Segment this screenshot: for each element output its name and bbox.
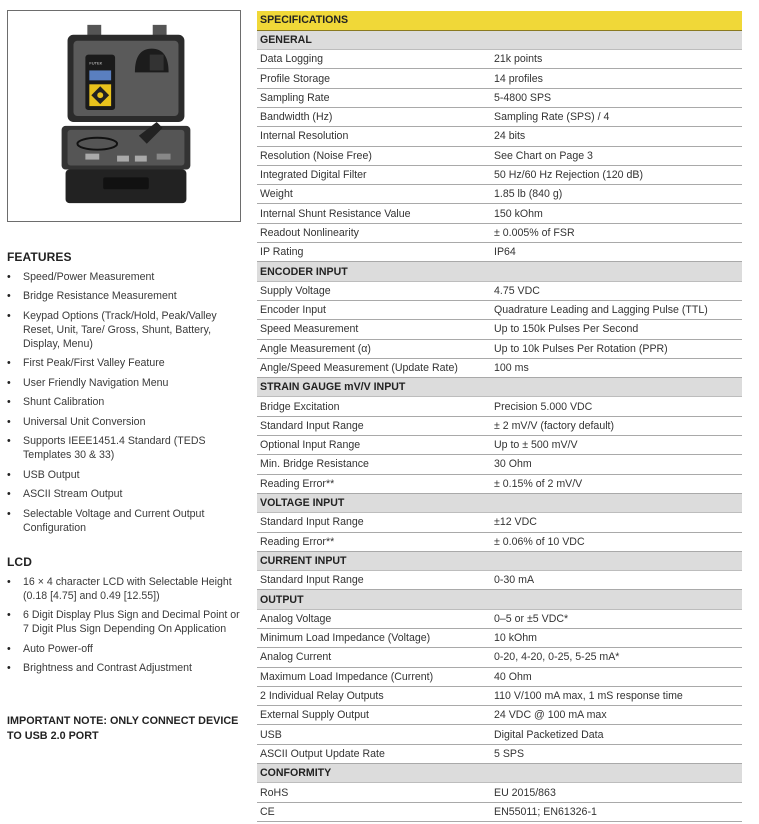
section-header <box>257 764 742 783</box>
spec-value: Sampling Rate (SPS) / 4 <box>491 107 742 126</box>
spec-label: Standard Input Range <box>257 571 491 590</box>
spec-value: Quadrature Leading and Lagging Pulse (TTL) <box>491 300 742 319</box>
device-logo: FUTEK <box>89 60 103 66</box>
spec-label: Standard Input Range <box>257 513 491 532</box>
spec-value: Precision 5.000 VDC <box>491 397 742 416</box>
spec-value: 150 kOhm <box>491 204 742 223</box>
spec-label: Sampling Rate <box>257 88 491 107</box>
list-item: • Supports IEEE1451.4 Standard (TEDS Templates 30 & 33) <box>7 434 247 462</box>
spec-value: 24 VDC @ 100 mA max <box>491 706 742 725</box>
spec-label: Maximum Load Impedance (Current) <box>257 667 491 686</box>
section-header <box>257 493 742 512</box>
spec-label: Reading Error** <box>257 474 491 493</box>
spec-label: Minimum Load Impedance (Voltage) <box>257 629 491 648</box>
spec-label: USB <box>257 725 491 744</box>
specifications-title: SPECIFICATIONS <box>257 11 742 30</box>
spec-label: Internal Resolution <box>257 127 491 146</box>
table-row <box>257 532 742 551</box>
section-title: CONFORMITY <box>257 764 742 783</box>
spec-value: 21k points <box>491 50 742 69</box>
list-item: • User Friendly Navigation Menu <box>7 376 247 390</box>
spec-label: ASCII Output Update Rate <box>257 744 491 763</box>
spec-label: Weight <box>257 185 491 204</box>
spec-value: ± 2 mV/V (factory default) <box>491 416 742 435</box>
table-row <box>257 513 742 532</box>
spec-value: Up to 150k Pulses Per Second <box>491 320 742 339</box>
table-row <box>257 416 742 435</box>
spec-label: Profile Storage <box>257 69 491 88</box>
table-row <box>257 706 742 725</box>
spec-value: 5-4800 SPS <box>491 88 742 107</box>
spec-label: Optional Input Range <box>257 436 491 455</box>
spec-value: 14 profiles <box>491 69 742 88</box>
spec-value: 50 Hz/60 Hz Rejection (120 dB) <box>491 165 742 184</box>
spec-value: 0-20, 4-20, 0-25, 5-25 mA* <box>491 648 742 667</box>
spec-value: Up to 10k Pulses Per Rotation (PPR) <box>491 339 742 358</box>
spec-value: 1.85 lb (840 g) <box>491 185 742 204</box>
section-header <box>257 551 742 570</box>
spec-label: Resolution (Noise Free) <box>257 146 491 165</box>
list-item: • First Peak/First Valley Feature <box>7 356 247 370</box>
features-heading: FEATURES <box>7 250 72 264</box>
lcd-section <box>7 555 247 675</box>
table-row <box>257 339 742 358</box>
spec-label: Data Logging <box>257 50 491 69</box>
list-item: • Auto Power-off <box>7 642 247 656</box>
table-row <box>257 107 742 126</box>
section-title: ENCODER INPUT <box>257 262 742 281</box>
list-item: • 6 Digit Display Plus Sign and Decimal Point or 7 Digit Plus Sign Depending On Application <box>7 608 247 636</box>
instrument-case-image <box>8 11 240 221</box>
table-row <box>257 802 742 821</box>
spec-value: IP64 <box>491 243 742 262</box>
table-row <box>257 609 742 628</box>
list-item: • ASCII Stream Output <box>7 487 247 501</box>
spec-label: Min. Bridge Resistance <box>257 455 491 474</box>
spec-value: ± 0.005% of FSR <box>491 223 742 242</box>
spec-value: 30 Ohm <box>491 455 742 474</box>
product-photo <box>7 10 241 222</box>
section-header <box>257 378 742 397</box>
table-row <box>257 204 742 223</box>
table-row <box>257 436 742 455</box>
spec-value: See Chart on Page 3 <box>491 146 742 165</box>
table-row <box>257 667 742 686</box>
spec-label: External Supply Output <box>257 706 491 725</box>
lcd-list <box>7 575 247 676</box>
table-row <box>257 397 742 416</box>
spec-label: Reading Error** <box>257 532 491 551</box>
table-row <box>257 69 742 88</box>
table-row <box>257 320 742 339</box>
table-row <box>257 725 742 744</box>
spec-value: 5 SPS <box>491 744 742 763</box>
table-row <box>257 50 742 69</box>
section-header <box>257 590 742 609</box>
section-header <box>257 262 742 281</box>
table-row <box>257 474 742 493</box>
features-section <box>7 250 247 535</box>
spec-label: CE <box>257 802 491 821</box>
table-row <box>257 88 742 107</box>
spec-label: Encoder Input <box>257 300 491 319</box>
list-item: • Universal Unit Conversion <box>7 415 247 429</box>
spec-label: Bridge Excitation <box>257 397 491 416</box>
section-header <box>257 30 742 49</box>
list-item: • Shunt Calibration <box>7 395 247 409</box>
spec-label: Integrated Digital Filter <box>257 165 491 184</box>
spec-label: Angle Measurement (α) <box>257 339 491 358</box>
table-row <box>257 185 742 204</box>
spec-value: 110 V/100 mA max, 1 mS response time <box>491 686 742 705</box>
spec-label: Standard Input Range <box>257 416 491 435</box>
table-row <box>257 165 742 184</box>
list-item: • 16 × 4 character LCD with Selectable Height (0.18 [4.75] and 0.49 [12.55]) <box>7 575 247 603</box>
spec-value: 0-30 mA <box>491 571 742 590</box>
table-row <box>257 648 742 667</box>
spec-label: Readout Nonlinearity <box>257 223 491 242</box>
list-item: • Brightness and Contrast Adjustment <box>7 661 247 675</box>
spec-value: 0–5 or ±5 VDC* <box>491 609 742 628</box>
section-title: GENERAL <box>257 30 742 49</box>
features-list <box>7 270 247 535</box>
spec-value: ± 0.15% of 2 mV/V <box>491 474 742 493</box>
table-row <box>257 686 742 705</box>
spec-value: Digital Packetized Data <box>491 725 742 744</box>
spec-label: RoHS <box>257 783 491 802</box>
spec-label: Analog Voltage <box>257 609 491 628</box>
spec-value: 10 kOhm <box>491 629 742 648</box>
spec-value: ± 0.06% of 10 VDC <box>491 532 742 551</box>
section-title: CURRENT INPUT <box>257 551 742 570</box>
table-row <box>257 358 742 377</box>
spec-label: 2 Individual Relay Outputs <box>257 686 491 705</box>
spec-value: ±12 VDC <box>491 513 742 532</box>
spec-value: 100 ms <box>491 358 742 377</box>
table-row <box>257 455 742 474</box>
table-row <box>257 146 742 165</box>
table-row <box>257 243 742 262</box>
section-title: VOLTAGE INPUT <box>257 493 742 512</box>
list-item: • Selectable Voltage and Current Output Configuration <box>7 507 247 535</box>
section-title: STRAIN GAUGE mV/V INPUT <box>257 378 742 397</box>
table-row <box>257 783 742 802</box>
list-item: • Bridge Resistance Measurement <box>7 289 247 303</box>
table-row <box>257 281 742 300</box>
spec-label: IP Rating <box>257 243 491 262</box>
specifications-header <box>257 11 742 30</box>
table-row <box>257 744 742 763</box>
list-item: • Speed/Power Measurement <box>7 270 247 284</box>
table-row <box>257 127 742 146</box>
spec-value: Up to ± 500 mV/V <box>491 436 742 455</box>
table-row <box>257 300 742 319</box>
section-title: OUTPUT <box>257 590 742 609</box>
spec-value: 24 bits <box>491 127 742 146</box>
spec-value: EU 2015/863 <box>491 783 742 802</box>
spec-value: 40 Ohm <box>491 667 742 686</box>
spec-label: Angle/Speed Measurement (Update Rate) <box>257 358 491 377</box>
spec-label: Internal Shunt Resistance Value <box>257 204 491 223</box>
list-item: • Keypad Options (Track/Hold, Peak/Valley Reset, Unit, Tare/ Gross, Shunt, Battery, Display, Menu) <box>7 309 247 351</box>
spec-value: EN55011; EN61326-1 <box>491 802 742 821</box>
spec-label: Speed Measurement <box>257 320 491 339</box>
table-row <box>257 629 742 648</box>
table-row <box>257 223 742 242</box>
spec-label: Bandwidth (Hz) <box>257 107 491 126</box>
table-row <box>257 571 742 590</box>
list-item: • USB Output <box>7 468 247 482</box>
spec-label: Analog Current <box>257 648 491 667</box>
lcd-heading: LCD <box>7 555 32 569</box>
spec-value: 4.75 VDC <box>491 281 742 300</box>
spec-label: Supply Voltage <box>257 281 491 300</box>
specifications-table <box>257 11 742 822</box>
important-note: IMPORTANT NOTE: ONLY CONNECT DEVICE TO USB 2.0 PORT <box>7 715 239 742</box>
